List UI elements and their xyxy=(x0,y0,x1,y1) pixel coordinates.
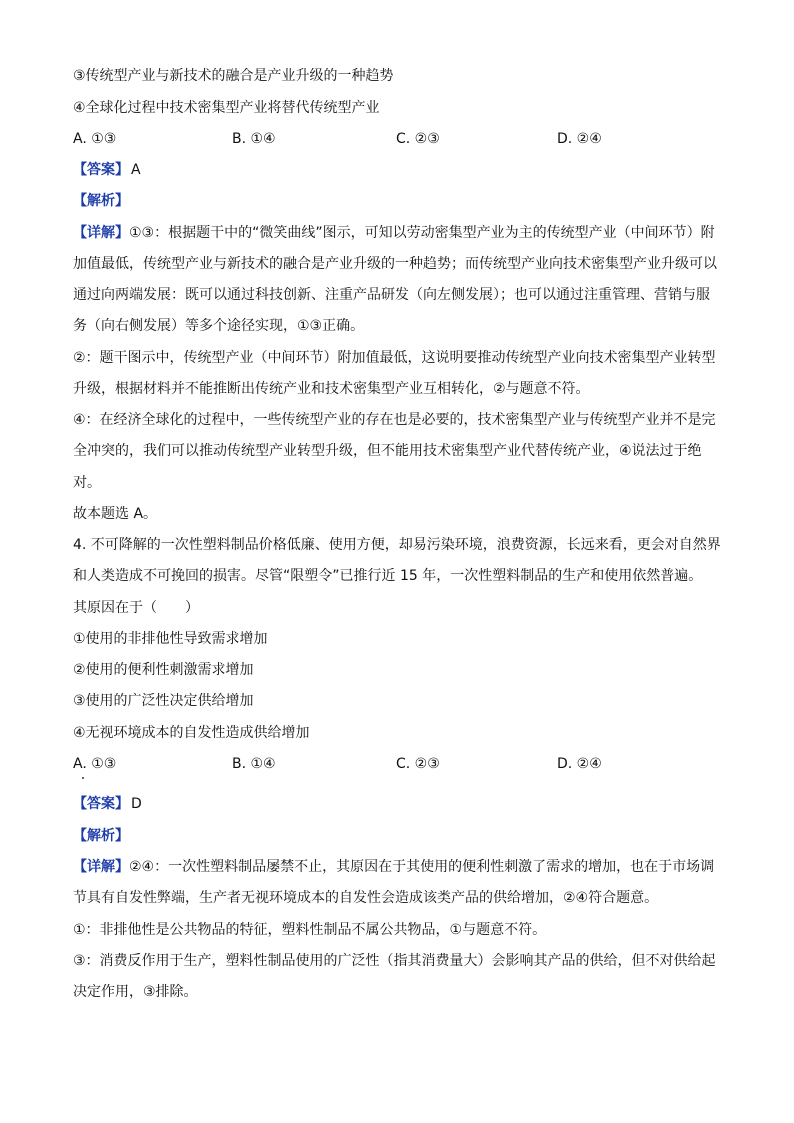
q3-option-a: A. ①③ xyxy=(73,131,117,147)
q4-note3-line-1: ③：消费反作用于生产，塑料性制品使用的广泛性（指其消费量大）会影响其产品的供给，但不对供给起 xyxy=(73,953,716,969)
q3-note4-line-2: 全冲突的，我们可以推动传统型产业转型升级，但不能用技术密集型产业代替传统产业，④说法过于绝 xyxy=(73,443,702,459)
answer-label: 【答案】 xyxy=(73,796,129,812)
q4-statement-4: ④无视环境成本的自发性造成供给增加 xyxy=(73,725,310,741)
detail-label: 【详解】 xyxy=(73,859,129,875)
q4-statement-2: ②使用的便利性刺激需求增加 xyxy=(73,662,254,678)
q3-note4-line-1: ④：在经济全球化的过程中，一些传统型产业的存在也是必要的，技术密集型产业与传统型产业并不是完 xyxy=(73,412,716,428)
q3-answer xyxy=(73,160,733,180)
q3-statement-3: ③传统型产业与新技术的融合是产业升级的一种趋势 xyxy=(73,68,394,84)
q4-option-c: C. ②③ xyxy=(396,756,440,772)
q3-analysis-heading xyxy=(73,191,733,211)
q3-conclusion: 故本题选 A。 xyxy=(73,506,158,522)
q4-option-b: B. ①④ xyxy=(232,756,276,772)
q3-detail-line-1 xyxy=(73,223,733,243)
detail-text: ①③：根据题干中的“微笑曲线”图示，可知以劳动密集型产业为主的传统型产业（中间环节）附 xyxy=(129,225,715,241)
answer-value: A xyxy=(131,162,141,178)
q3-option-b: B. ①④ xyxy=(232,131,276,147)
q4-answer xyxy=(73,794,733,814)
q4-option-d: D. ②④ xyxy=(557,756,602,772)
q4-note3-line-2: 决定作用，③排除。 xyxy=(73,984,198,1000)
q3-note4-line-3: 对。 xyxy=(73,475,101,491)
analysis-label: 【解析】 xyxy=(73,828,129,844)
q4-analysis-heading xyxy=(73,826,733,846)
q4-detail-line-1 xyxy=(73,857,733,877)
answer-value: D xyxy=(131,796,142,812)
q4-detail-line-2: 节具有自发性弊端，生产者无视环境成本的自发性会造成该类产品的供给增加，②④符合题意。 xyxy=(73,890,659,906)
q4-option-a: A. ①③ xyxy=(73,756,117,772)
analysis-label: 【解析】 xyxy=(73,193,129,209)
q3-note2-line-2: 升级，根据材料并不能推断出传统产业和技术密集型产业互相转化，②与题意不符。 xyxy=(73,381,590,397)
answer-label: 【答案】 xyxy=(73,162,129,178)
q3-detail-line-2: 加值最低，传统型产业与新技术的融合是产业升级的一种趋势；而传统型产业向技术密集型产业升级可以 xyxy=(73,256,717,272)
q4-stem-line-2: 和人类造成不可挽回的损害。尽管“限塑令”已推行近 15 年，一次性塑料制品的生产和使用依然普遍。 xyxy=(73,568,703,584)
detail-label: 【详解】 xyxy=(73,225,129,241)
detail-text: ②④：一次性塑料制品屡禁不止，其原因在于其使用的便利性刺激了需求的增加，也在于市场调 xyxy=(129,859,715,875)
q3-detail-line-3: 通过向两端发展：既可以通过科技创新、注重产品研发（向左侧发展）；也可以通过注重管理、营销与服 xyxy=(73,287,710,303)
q3-option-c: C. ②③ xyxy=(396,131,440,147)
q3-statement-4: ④全球化过程中技术密集型产业将替代传统型产业 xyxy=(73,100,380,116)
q4-statement-1: ①使用的非排他性导致需求增加 xyxy=(73,631,268,647)
q3-option-d: D. ②④ xyxy=(557,131,602,147)
q4-note1: ①：非排他性是公共物品的特征，塑料性制品不属公共物品，①与题意不符。 xyxy=(73,922,547,938)
q3-detail-line-4: 务（向右侧发展）等多个途径实现，①③正确。 xyxy=(73,318,365,334)
stray-dot xyxy=(82,777,84,779)
q4-stem-line-1: 4. 不可降解的一次性塑料制品价格低廉、使用方便，却易污染环境，浪费资源，长远来看，更会对自然界 xyxy=(73,537,721,553)
q4-statement-3: ③使用的广泛性决定供给增加 xyxy=(73,693,254,709)
q4-stem-line-3: 其原因在于（ ） xyxy=(73,600,199,616)
q3-note2-line-1: ②：题干图示中，传统型产业（中间环节）附加值最低，这说明要推动传统型产业向技术密集型产业转型 xyxy=(73,350,716,366)
